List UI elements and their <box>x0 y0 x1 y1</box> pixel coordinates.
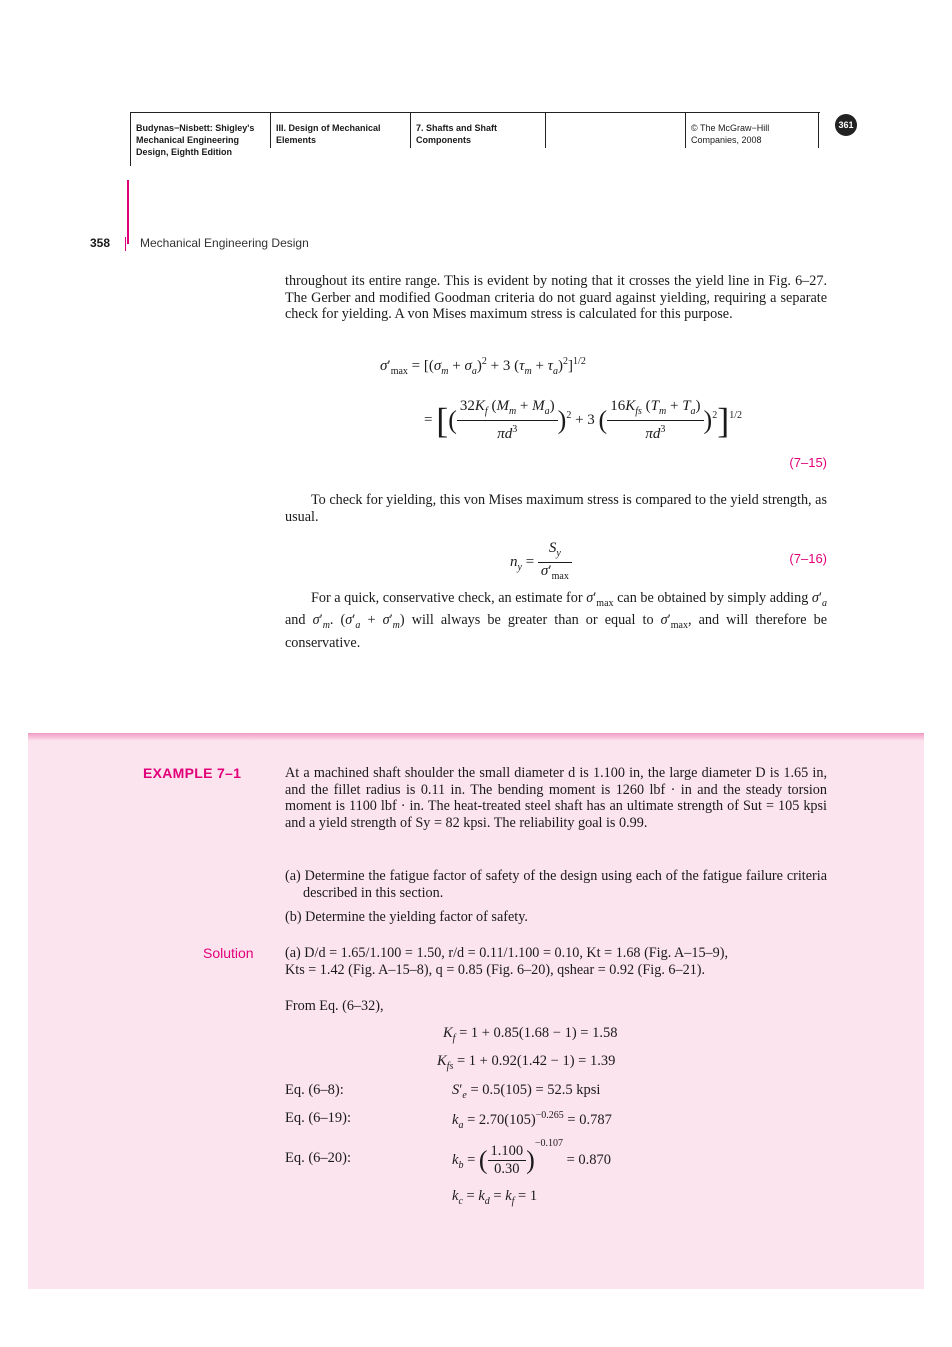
fraction: $\frac{32K_f (M_m + M_a)}{\pi d^3}$ <box>457 398 558 443</box>
fraction: $\frac{S_y}{\sigma'_{max}}$ <box>538 540 572 585</box>
example-box-top <box>28 733 924 741</box>
fraction: $\frac{16K_{fs} (T_m + T_a)}{\pi d^3}$ <box>607 398 703 443</box>
page-number: 358 <box>90 236 111 250</box>
equation-number: (7–16) <box>789 551 827 566</box>
calc-ref: Eq. (6–8): <box>285 1082 344 1098</box>
header-chapter <box>410 112 546 148</box>
solution-label: Solution <box>203 945 254 961</box>
header-part <box>270 112 406 148</box>
calc-se: $S'_e = 0.5(105) = 52.5$ kpsi <box>452 1082 601 1101</box>
calc-kc: $k_c = k_d = k_f = 1$ <box>452 1188 538 1207</box>
header-chapter-line: 7. Shafts and Shaft <box>416 123 498 133</box>
equation-7-15-line2: = [( $\frac{32K_f (M_m + M_a)}{\pi d^3}$ )$^2$ + 3 ( $\frac{16K_{fs} (T_m + T_a)}{\pi d^3}$ )$^2$]$^{1/2}$ <box>424 398 742 442</box>
calc-kfs: $K_{fs} = 1 + 0.92(1.42 - 1) = 1.39$ <box>437 1053 616 1072</box>
text-run: will always be greater than or equal to <box>411 612 654 629</box>
calc-ka: $k_a = 2.70(105)^{-0.265} = 0.787$ <box>452 1110 612 1131</box>
header-part-line: Elements <box>276 135 317 145</box>
text-run: and will therefore be conservative. <box>285 612 827 651</box>
margin-accent <box>127 180 129 244</box>
running-head-title: Mechanical Engineering Design <box>140 236 309 250</box>
header-copyright-line: Companies, 2008 <box>691 135 762 145</box>
running-head <box>90 236 309 250</box>
equation-number: (7–15) <box>789 455 827 470</box>
fraction: $\frac{1.100}{0.30}$ <box>488 1143 527 1178</box>
calc-kf: $K_f = 1 + 0.85(1.68 - 1) = 1.58$ <box>443 1025 618 1044</box>
header-part-line: III. Design of Mechanical <box>276 123 381 133</box>
paragraph: To check for yielding, this von Mises maximum stress is compared to the yield strength, as usual. <box>285 492 827 525</box>
header-empty <box>545 112 671 148</box>
header-book-line: Mechanical Engineering <box>136 135 240 145</box>
text-run: can be obtained by simply adding <box>617 590 809 606</box>
page-header <box>130 112 820 168</box>
example-label: EXAMPLE 7–1 <box>143 765 242 781</box>
header-chapter-line: Components <box>416 135 471 145</box>
from-eq: From Eq. (6–32), <box>285 998 384 1014</box>
header-book-line: Budynas−Nisbett: Shigley's <box>136 123 255 133</box>
calc-kb: $k_b$ = ( $\frac{1.100}{0.30}$ )$^{-0.107}$ = 0.870 <box>452 1138 612 1178</box>
page-badge: 361 <box>835 114 857 136</box>
solution-line: (a) D/d = 1.65/1.100 = 1.50, r/d = 0.11/1.100 = 0.10, Kt = 1.68 (Fig. A–15–9), <box>285 945 729 961</box>
header-end <box>818 112 820 148</box>
paragraph: throughout its entire range. This is evident by noting that it crosses the yield line in Fig. 6–27. The Gerber and modified Goodman criteria do not guard against yielding, requiring a separate check for yielding. A von Mises maximum stress is calculated for this purpose. <box>285 273 827 322</box>
equation-7-15-line1: $\sigma'_{max} = [(\sigma_m + \sigma_a)^2 + 3$ $(\tau_m + \tau_a)^2]^{1/2}$ <box>380 356 586 377</box>
calc-ref: Eq. (6–19): <box>285 1110 352 1126</box>
header-copyright-line: © The McGraw−Hill <box>691 123 770 133</box>
solution-line: Kts = 1.42 (Fig. A–15–8), q = 0.85 (Fig. 6–20), qshear = 0.92 (Fig. 6–21). <box>285 962 706 978</box>
example-statement: At a machined shaft shoulder the small diameter d is 1.100 in, the large diameter D is 1.65 in, and the fillet radius is 0.11 in. The bending moment is 1260 lbf · in and the steady torsion moment is 1100 lbf · in. The heat-treated steel shaft has an ultimate strength of Sut = 105 kpsi and a yield strength of Sy = 82 kpsi. The reliability goal is 0.99. <box>285 765 827 831</box>
equation-7-16: $n_y$ = $\frac{S_y}{\sigma'_{max}}$ <box>510 540 572 585</box>
example-part-b: (b) Determine the yielding factor of safety. <box>285 909 528 925</box>
running-head-divider <box>125 237 126 251</box>
header-copyright <box>685 112 821 148</box>
example-part-a: (a) Determine the fatigue factor of safety of the design using each of the fatigue failure criteria described in this section. <box>285 868 827 901</box>
text-run: For a quick, conservative check, an estimate for <box>311 590 583 606</box>
header-book-line: Design, Eighth Edition <box>136 147 232 157</box>
header-book <box>130 112 266 166</box>
calc-ref: Eq. (6–20): <box>285 1150 352 1166</box>
paragraph: For a quick, conservative check, an estimate for $\sigma'_{max}$ can be obtained by simply adding $\sigma'_a$ and $\sigma'_m$. $(\sigma'_a + \sigma'_m)$ will always be greater than or equal to $\sigma'_{max}$, and will therefore be conservative. <box>285 590 828 651</box>
